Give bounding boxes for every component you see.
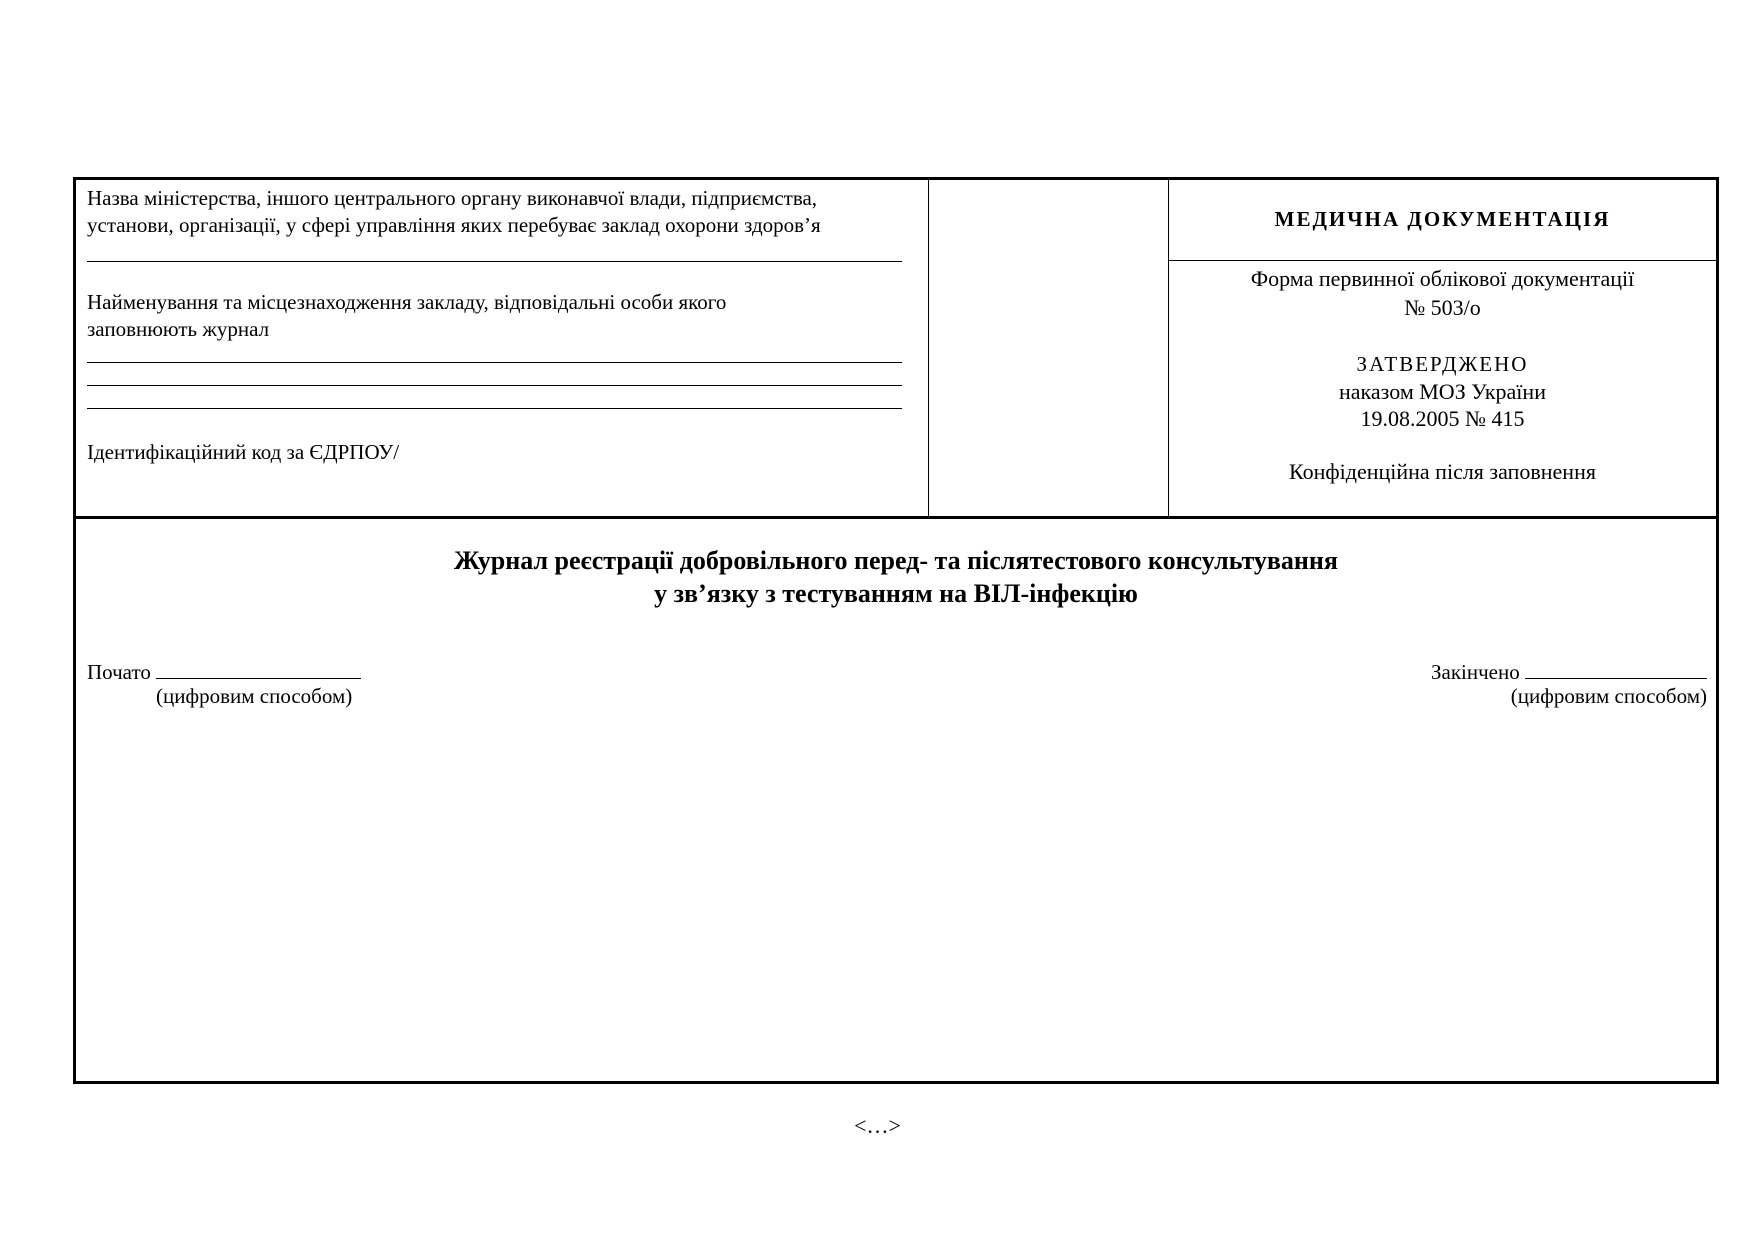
finished-label: Закінчено: [1431, 660, 1520, 684]
finished-blank[interactable]: [1525, 658, 1707, 679]
medical-doc-title: МЕДИЧНА ДОКУМЕНТАЦІЯ: [1274, 207, 1611, 231]
continuation-marker: <…>: [854, 1113, 901, 1138]
form-description: Форма первинної облікової документації: [1250, 266, 1635, 291]
finished-hint: (цифровим способом): [1510, 684, 1707, 708]
header-row: [76, 180, 1716, 519]
medical-doc-block: [1169, 180, 1716, 516]
confidential-note: Конфіденційна після заповнення: [1289, 459, 1596, 484]
edrpou-label: Ідентифікаційний код за ЄДРПОУ/: [87, 440, 400, 464]
started-label: Почато: [87, 660, 151, 684]
ministry-blank-line[interactable]: [87, 261, 902, 262]
institution-block: [76, 180, 929, 516]
journal-title: [76, 544, 1716, 610]
institution-label-line1: Найменування та місцезнаходження закладу, відповідальні особи якого: [87, 290, 727, 314]
form-number: № 503/о: [1404, 295, 1481, 320]
order-date: 19.08.2005 № 415: [1360, 406, 1525, 431]
ministry-label-line2: установи, організації, у сфері управління яких перебуває заклад охорони здоров’я: [87, 213, 821, 237]
finished-field: [1431, 658, 1707, 686]
empty-middle-cell: [929, 180, 1169, 516]
journal-title-line1: Журнал реєстрації добровільного перед- та післятестового консультування: [454, 546, 1338, 575]
institution-label: [87, 289, 726, 343]
journal-title-line2: у зв’язку з тестуванням на ВІЛ-інфекцію: [654, 579, 1138, 608]
institution-blank-line-1[interactable]: [87, 362, 902, 363]
ministry-label: [87, 185, 821, 239]
approved-label: ЗАТВЕРДЖЕНО: [1356, 352, 1529, 376]
started-field: [87, 658, 361, 686]
ministry-label-line1: Назва міністерства, іншого центрального органу виконавчої влади, підприємства,: [87, 186, 818, 210]
institution-blank-line-2[interactable]: [87, 385, 902, 386]
form-frame: [73, 177, 1719, 1084]
started-blank[interactable]: [156, 658, 361, 679]
order-label: наказом МОЗ України: [1339, 379, 1546, 404]
started-hint: (цифровим способом): [156, 684, 353, 708]
institution-blank-line-3[interactable]: [87, 408, 902, 409]
institution-label-line2: заповнюють журнал: [87, 317, 270, 341]
medical-doc-divider: [1169, 260, 1716, 261]
